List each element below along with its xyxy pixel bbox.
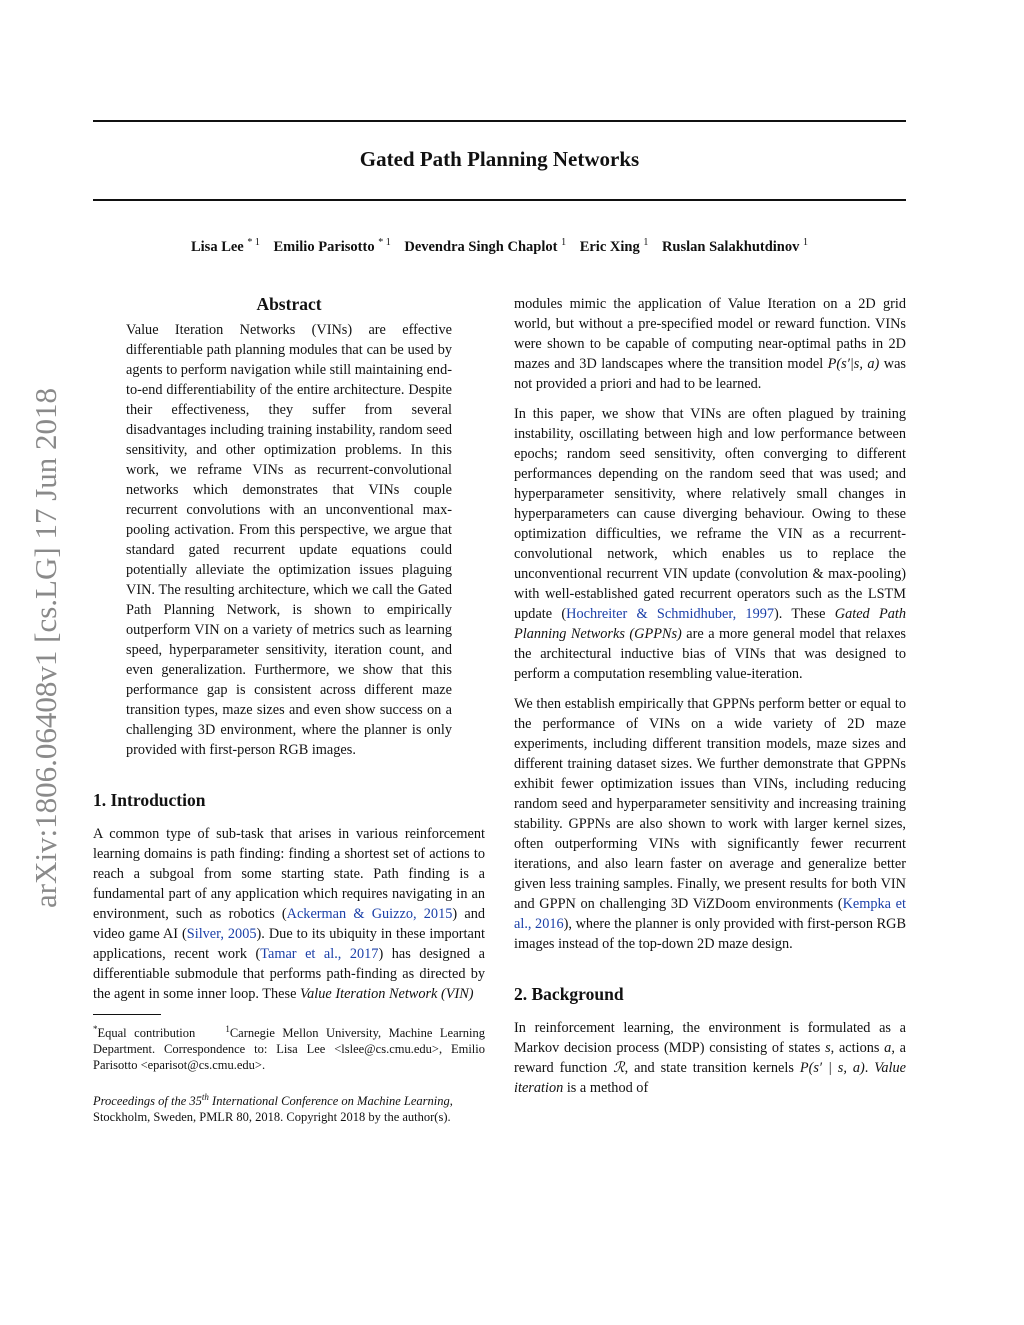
introduction-paragraph: modules mimic the application of Value Iteration on a 2D grid world, but without a pre-specified model or reward function. VINs were shown to be capable of computing near-optimal paths in 2D mazes and 3D landscapes where the transition model P(s′|s, a) was not provided a priori and had to be learned. — [514, 296, 906, 392]
background-paragraph: In reinforcement learning, the environment is formulated as a Markov decision process (MDP) consisting of states s, actions a, a reward function ℛ, and state transition kernels P(s′ | s, a). Value iteration is a method of — [514, 1020, 907, 1096]
author-list — [93, 237, 906, 256]
author: Eric Xing $^1$ — [579, 237, 649, 255]
citation-link[interactable]: Hochreiter & Schmidhuber, 1997 — [566, 606, 775, 622]
footnote-rule — [93, 1014, 161, 1015]
citation-link[interactable]: Ackerman & Guizzo, 2015 — [286, 906, 453, 922]
footnote: *Equal contribution $^1$Carnegie Mellon University, Machine Learning Department. Correspondence to: Lisa Lee <lslee@cs.cmu.edu>, Emilio Parisotto <eparisot@cs.cmu.edu>. — [93, 1024, 485, 1073]
introduction-heading: 1. Introduction — [93, 790, 206, 810]
background-heading: 2. Background — [514, 984, 624, 1004]
right-column — [514, 294, 906, 1108]
author: Ruslan Salakhutdinov $^1$ — [661, 237, 808, 255]
author: Devendra Singh Chaplot $^1$ — [404, 237, 567, 255]
introduction-paragraph: We then establish empirically that GPPNs perform better or equal to the performance of VINs on a wide variety of 2D maze experiments, including different transition models, maze sizes and different training dataset sizes. We further demonstrate that GPPNs exhibit fewer optimization issues than VINs, including reducing random seed and hyperparameter sensitivity and increasing training stability. GPPNs are also shown to work with larger kernel sizes, often outperforming VINs with significantly fewer recurrent iterations, and also learn faster on average and generalize better given less training samples. Finally, we present results for both VIN and GPPN on challenging 3D ViZDoom environments (Kempka et al., 2016), where the planner is only provided with first-person RGB images instead of the top-down 2D maze design. — [514, 696, 907, 952]
title-rule-bottom — [93, 199, 906, 201]
paper-title: Gated Path Planning Networks — [359, 147, 640, 171]
proceedings-note: Proceedings of the 35th International Conference on Machine Learning, Stockholm, Sweden, PMLR 80, 2018. Copyright 2018 by the author(s). — [93, 1092, 453, 1125]
title-rule-top — [93, 120, 906, 122]
author: Lisa Lee $^{* 1}$ — [190, 237, 260, 255]
author: Emilio Parisotto $^{* 1}$ — [273, 237, 391, 255]
abstract-heading: Abstract — [256, 294, 322, 314]
arxiv-identifier: arXiv:1806.06408v1 [cs.LG] 17 Jun 2018 — [28, 387, 63, 909]
citation-link[interactable]: Tamar et al., 2017 — [260, 946, 379, 962]
citation-link[interactable]: Silver, 2005 — [186, 926, 257, 942]
abstract-text: Value Iteration Networks (VINs) are effective differentiable path planning modules that can be used by agents to perform navigation while still maintaining end-to-end differentiability of the entire architecture. Despite their effectiveness, they suffer from several disadvantages including training instability, random seed sensitivity, and other optimization problems. In this work, we reframe VINs as recurrent-convolutional networks which demonstrates that VINs couple recurrent convolutions with an unconventional max-pooling activation. From this perspective, we argue that standard gated recurrent update equations could potentially alleviate the optimization issues plaguing VIN. The resulting architecture, which we call the Gated Path Planning Network, is shown to empirically outperform VIN on a variety of metrics such as learning speed, hyperparameter sensitivity, iteration count, and even generalization. Furthermore, we show that this performance gap is consistent across different maze transition types, maze sizes and even show success on a challenging 3D environment, where the planner is only provided with first-person RGB images. — [126, 322, 452, 758]
introduction-paragraph: In this paper, we show that VINs are often plagued by training instability, oscillating between high and low performance between epochs; random seed sensitivity, often converging to different performances depending on the random seed that was used; and hyperparameter sensitivity, where relatively small changes in hyperparameters can cause diverging behaviour. Owing to these optimization difficulties, we reframe the VIN as a recurrent-convolutional network, which enables us to replace the unconventional recurrent VIN update (convolution & max-pooling) with well-established gated recurrent operators such as the LSTM update (Hochreiter & Schmidhuber, 1997). These Gated Path Planning Networks (GPPNs) are a more general model that relaxes the architectural inductive bias of VINs that was designed to perform a computation resembling value-iteration. — [514, 406, 906, 682]
citation-link[interactable]: Kempka et al., 2016 — [514, 896, 906, 932]
left-column — [93, 294, 485, 1125]
introduction-paragraph: A common type of sub-task that arises in various reinforcement learning domains is path finding: finding a shortest set of actions to reach a subgoal from some starting state. Path finding is a fundamental part of any application which requires navigating in an environment, such as robotics (Ackerman & Guizzo, 2015) and video game AI (Silver, 2005). Due to its ubiquity in these important applications, recent work (Tamar et al., 2017) has designed a differentiable submodule that performs path-finding as directed by the agent in some inner loop. These Value Iteration Network (VIN) — [93, 826, 485, 1002]
